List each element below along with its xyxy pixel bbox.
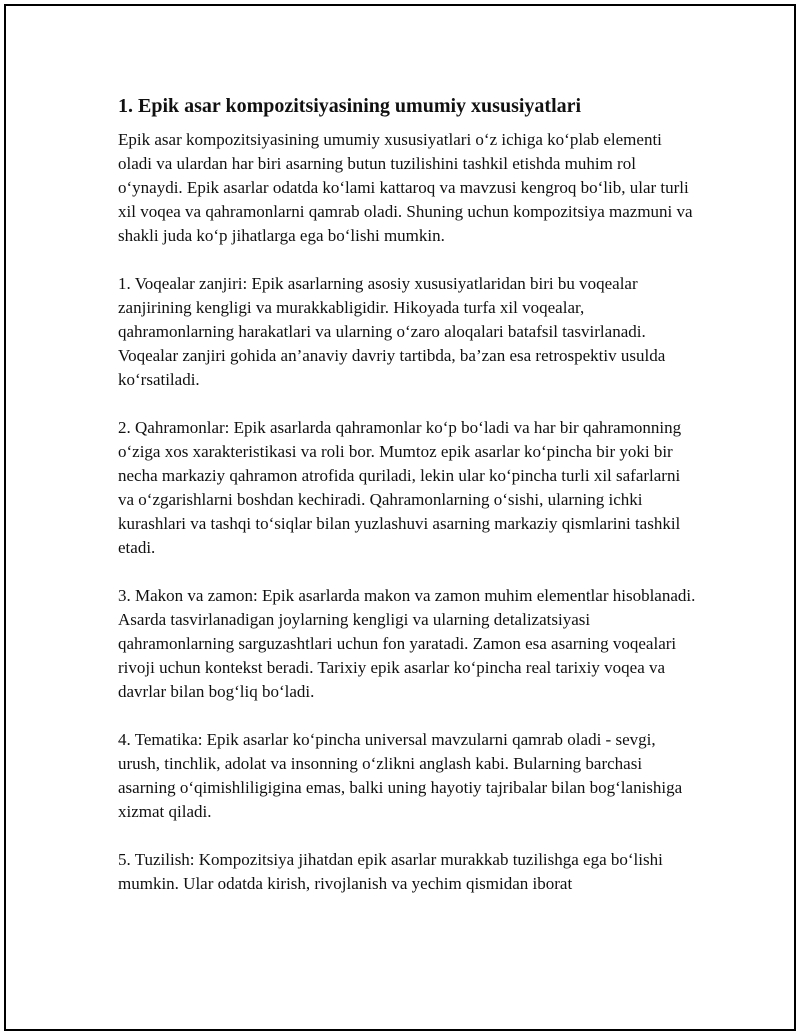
paragraph-heroes: 2. Qahramonlar: Epik asarlarda qahramonlar ko‘p bo‘ladi va har bir qahramonning o‘ziga xos xarakteristikasi va roli bor. Mumtoz epik asarlar ko‘pincha bir yoki bir necha markaziy qahramon atrofida quriladi, lekin ular ko‘pincha turli xil safarlarni va o‘zgarishlarni boshdan kechiradi. Qahramonlarning o‘sishi, ularning ichki kurashlari va tashqi to‘siqlar bilan yuzlashuvi asarning markaziy qismlarini tashkil etadi. — [118, 418, 682, 557]
paragraph-structure: 5. Tuzilish: Kompozitsiya jihatdan epik asarlar murakkab tuzilishga ega bo‘lishi mumkin. Ular odatda kirish, rivojlanish va yechim qismidan iborat — [118, 850, 663, 893]
paragraph-events-chain: 1. Voqealar zanjiri: Epik asarlarning asosiy xususiyatlaridan biri bu voqealar zanjirining kengligi va murakkabligidir. Hikoyada turfa xil voqealar, qahramonlarning harakatlari va ularning o‘zaro aloqalari batafsil tasvirlanadi. Voqealar zanjiri gohida an’anaviy davriy tartibda, ba’zan esa retrospektiv usulda ko‘rsatiladi. — [118, 274, 666, 389]
document-body — [118, 92, 698, 920]
intro-paragraph: Epik asar kompozitsiyasining umumiy xususiyatlari o‘z ichiga ko‘plab elementi oladi va ulardan har biri asarning butun tuzilishini tashkil etishda muhim rol o‘ynaydi. Epik asarlar odatda ko‘lami kattaroq va mavzusi kengroq bo‘lib, ular turli xil voqea va qahramonlarni qamrab oladi. Shuning uchun kompozitsiya mazmuni va shakli juda ko‘p jihatlarga ega bo‘lishi mumkin. — [118, 130, 693, 245]
section-heading: 1. Epik asar kompozitsiyasining umumiy xususiyatlari — [118, 95, 582, 117]
paragraph-space-time: 3. Makon va zamon: Epik asarlarda makon va zamon muhim elementlar hisoblanadi. Asarda tasvirlanadigan joylarning kengligi va ularning detalizatsiyasi qahramonlarning sarguzashtlari uchun fon yaratadi. Zamon esa asarning voqealari rivoji uchun kontekst beradi. Tarixiy epik asarlar ko‘pincha real tarixiy voqea va davrlar bilan bog‘liq bo‘ladi. — [118, 586, 696, 701]
paragraph-thematics: 4. Tematika: Epik asarlar ko‘pincha universal mavzularni qamrab oladi - sevgi, urush, tinchlik, adolat va insonning o‘zlikni anglash kabi. Bularning barchasi asarning o‘qimishliligigina emas, balki uning hayotiy tajribalar bilan bog‘lanishiga xizmat qiladi. — [118, 730, 683, 821]
